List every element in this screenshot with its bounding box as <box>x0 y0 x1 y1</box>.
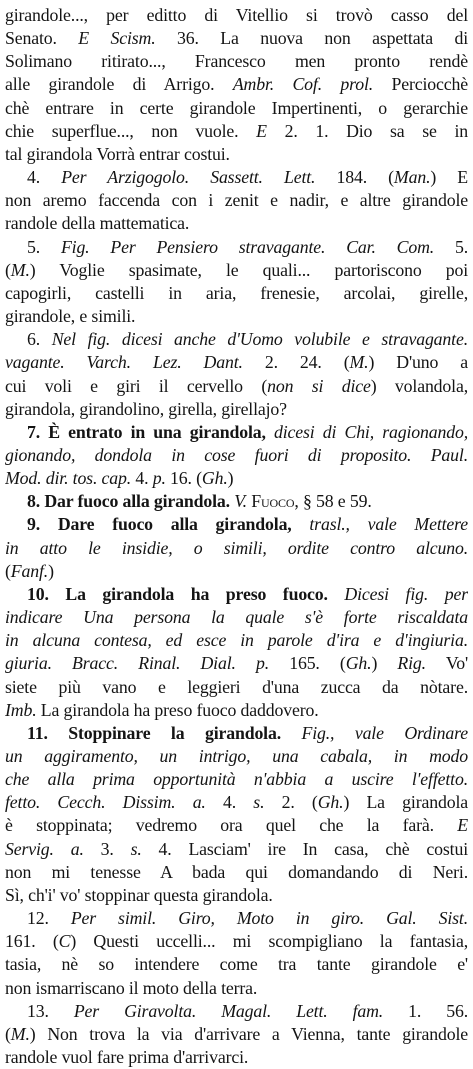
text-line <box>5 676 468 699</box>
text-segment: 4. <box>205 792 254 813</box>
text-segment: 36. La nuova non aspettata di <box>155 28 468 49</box>
text-segment: 2. 1. Dio sa se in <box>266 120 468 141</box>
italic-text: Per simil. Giro, Moto in giro. Gal. Sist. <box>70 908 468 929</box>
text-segment: tasia, nè so intendere come tra tante girandole e' <box>5 954 468 975</box>
entry-headword: 8. Dar fuoco alla girandola. <box>27 491 235 512</box>
entry-headword: 10. La girandola ha preso fuoco. <box>27 583 345 604</box>
text-line <box>5 120 468 143</box>
italic-text: Imb. <box>5 699 37 720</box>
italic-text: Fanf. <box>10 560 49 581</box>
text-segment: alle girandole di Arrigo. <box>5 74 233 95</box>
text-segment: Senato. <box>5 28 79 49</box>
text-line <box>5 884 468 907</box>
text-segment: 13. <box>27 1000 74 1021</box>
text-line <box>5 305 468 328</box>
italic-text: M. <box>10 259 30 280</box>
text-segment: Perciocchè <box>373 74 468 95</box>
text-segment: chie superflue..., non vuole. <box>5 120 257 141</box>
text-line <box>5 699 468 722</box>
text-line <box>5 583 468 606</box>
text-line <box>5 977 468 1000</box>
text-line <box>5 328 468 351</box>
text-segment: ) <box>227 468 234 489</box>
italic-text: M. <box>349 352 369 373</box>
text-segment: 184. ( <box>315 167 394 188</box>
text-line <box>5 189 468 212</box>
italic-text: vagante. Varch. Lez. Dant. <box>5 352 243 373</box>
text-line <box>5 1000 468 1023</box>
text-line <box>5 27 468 50</box>
text-line <box>5 50 468 73</box>
text-segment: 4. <box>27 167 62 188</box>
text-segment: non aremo faccenda con i zenit e nadir, e altre girandole <box>5 190 468 211</box>
text-segment: 5. <box>434 236 468 257</box>
italic-text: V. <box>234 491 247 512</box>
text-segment: Fuoco <box>251 491 295 512</box>
text-segment: è stoppinata; vedremo ora quel che la farà. <box>5 815 458 836</box>
italic-text: in alcuna contesa, ed esce in parole d'ira e d'ingiuria. <box>5 630 468 651</box>
text-line <box>5 143 468 166</box>
text-line <box>5 236 468 259</box>
italic-text: Gh. <box>345 653 372 674</box>
italic-text: Man. <box>393 167 431 188</box>
text-line <box>5 467 468 490</box>
text-line <box>5 490 468 513</box>
italic-text: trasl., vale Mettere <box>309 514 468 535</box>
text-segment: ( <box>5 259 11 280</box>
text-line <box>5 73 468 96</box>
text-segment: girandole, e simili. <box>5 306 136 327</box>
text-segment: 1. 56. <box>383 1000 468 1021</box>
text-line <box>5 166 468 189</box>
italic-text: Servig. a. <box>5 838 84 859</box>
entry-headword: 9. Dare fuoco alla girandola, <box>27 514 310 535</box>
text-segment: ) volandola, <box>370 375 468 396</box>
text-segment: ( <box>5 1023 11 1044</box>
text-segment: La girandola ha preso fuoco daddovero. <box>36 699 319 720</box>
text-line <box>5 722 468 745</box>
text-line <box>5 351 468 374</box>
text-segment: non mi tenesse A bada qui domandando di Neri. <box>5 861 468 882</box>
text-segment: 6. <box>27 329 52 350</box>
italic-text: non si dice <box>267 375 371 396</box>
italic-text: Gh. <box>317 792 344 813</box>
text-segment: tal girandola Vorrà entrar costui. <box>5 143 230 164</box>
text-segment: 4. Lasciam' ire In casa, chè costui <box>141 838 468 859</box>
text-segment: 12. <box>27 908 71 929</box>
text-segment: ( <box>5 560 11 581</box>
text-segment: Solimano ritirato..., Francesco men pronto rendè <box>5 51 468 72</box>
text-line <box>5 97 468 120</box>
italic-text: gionando, dondola in cose fuori di proposito. Paul. <box>5 444 468 465</box>
text-segment: 4. <box>131 468 153 489</box>
text-line <box>5 4 468 27</box>
text-segment: , § 58 e 59. <box>294 491 372 512</box>
text-line <box>5 375 468 398</box>
italic-text: E <box>256 120 267 141</box>
text-line <box>5 560 468 583</box>
text-line <box>5 745 468 768</box>
text-segment: ) <box>48 560 54 581</box>
text-line <box>5 838 468 861</box>
text-line <box>5 421 468 444</box>
text-segment: girandola, girandolino, girella, girellajo? <box>5 398 287 419</box>
text-segment: capogirli, castelli in aria, frenesie, arcolai, girelle, <box>5 282 468 303</box>
italic-text: un aggiramento, un intrigo, una cabala, in modo <box>5 746 468 766</box>
italic-text: Dicesi fig. per <box>344 583 468 604</box>
text-line <box>5 907 468 930</box>
italic-text: M. <box>10 1023 30 1044</box>
italic-text: Ambr. Cof. prol. <box>232 74 374 95</box>
text-line <box>5 1023 468 1046</box>
italic-text: fetto. Cecch. Dissim. a. <box>5 792 206 813</box>
text-segment: ) E <box>430 167 468 188</box>
text-line <box>5 606 468 629</box>
italic-text: p. <box>152 468 166 489</box>
text-segment: Vo' <box>425 653 468 674</box>
entry-headword: 7. È entrato in una girandola, <box>27 421 274 442</box>
entry-headword: 11. Stoppinare la girandola. <box>27 722 302 743</box>
text-line <box>5 814 468 837</box>
italic-text: Per Giravolta. Magal. Lett. fam. <box>73 1000 384 1021</box>
text-segment: 2. ( <box>264 792 318 813</box>
text-line <box>5 513 468 536</box>
text-line <box>5 1046 468 1069</box>
text-line <box>5 629 468 652</box>
text-segment: chè entrare in certe girandole Impertinenti, o gerarchie <box>5 97 468 118</box>
text-line <box>5 652 468 675</box>
text-segment: ) D'uno a <box>368 352 468 373</box>
italic-text: s. <box>253 792 265 813</box>
text-segment: ) <box>371 653 398 674</box>
italic-text: che alla prima opportunità n'abbia a uscire l'effetto. <box>5 769 468 790</box>
text-line <box>5 259 468 282</box>
italic-text: Nel fig. dicesi anche d'Uomo volubile e stravagante. <box>51 329 468 350</box>
italic-text: Gh. <box>201 468 228 489</box>
text-line <box>5 861 468 884</box>
text-segment: cui voli e giri il cervello ( <box>5 375 268 396</box>
text-segment: 5. <box>27 236 61 257</box>
text-segment: Sì, ch'i' vo' stoppinar questa girandola. <box>5 884 273 905</box>
text-segment: ) La girandola <box>343 792 468 813</box>
text-line <box>5 953 468 976</box>
text-line <box>5 768 468 791</box>
italic-text: in atto le insidie, o simili, ordite contro alcuno. <box>5 537 468 558</box>
italic-text: Per Arzigogolo. Sassett. Lett. <box>61 167 316 188</box>
text-segment: girandole..., per editto di Vitellio si trovò casso del <box>5 5 468 25</box>
text-segment: randole della mattematica. <box>5 213 190 234</box>
italic-text: giuria. Bracc. Rinal. Dial. p. <box>5 653 270 674</box>
italic-text: Fig. Per Pensiero stravagante. Car. Com. <box>60 236 435 257</box>
text-segment: siete più vano e leggieri d'una zucca da nòtare. <box>5 676 468 697</box>
italic-text: Fig., vale Ordinare <box>301 722 468 743</box>
text-line <box>5 398 468 421</box>
italic-text: Mod. dir. tos. cap. <box>5 468 132 489</box>
italic-text: E Scism. <box>78 28 156 49</box>
text-segment: ) Questi uccelli... mi scompigliano la fantasia, <box>70 931 468 952</box>
italic-text: s. <box>130 838 142 859</box>
text-line <box>5 537 468 560</box>
text-segment: 161. ( <box>5 931 59 952</box>
text-segment: 3. <box>83 838 131 859</box>
italic-text: dicesi di Chi, ragionando, <box>273 421 468 442</box>
text-segment: non ismarriscano il moto della terra. <box>5 977 258 998</box>
text-segment: randole vuol fare prima d'arrivarci. <box>5 1047 249 1068</box>
text-line <box>5 791 468 814</box>
italic-text: indicare Una persona la quale s'è forte riscaldata <box>5 607 468 628</box>
text-segment: 165. ( <box>269 653 346 674</box>
italic-text: C <box>58 931 71 952</box>
text-segment: 16. ( <box>165 468 202 489</box>
text-line <box>5 930 468 953</box>
text-segment: ) Voglie spasimate, le quali... partoriscono poi <box>29 259 468 280</box>
italic-text: Rig. <box>397 653 426 674</box>
text-line <box>5 212 468 235</box>
text-line <box>5 282 468 305</box>
italic-text: E <box>457 815 468 836</box>
text-segment: ) Non trova la via d'arrivare a Vienna, tante girandole <box>29 1023 468 1044</box>
text-segment: 2. 24. ( <box>242 352 350 373</box>
text-line <box>5 444 468 467</box>
